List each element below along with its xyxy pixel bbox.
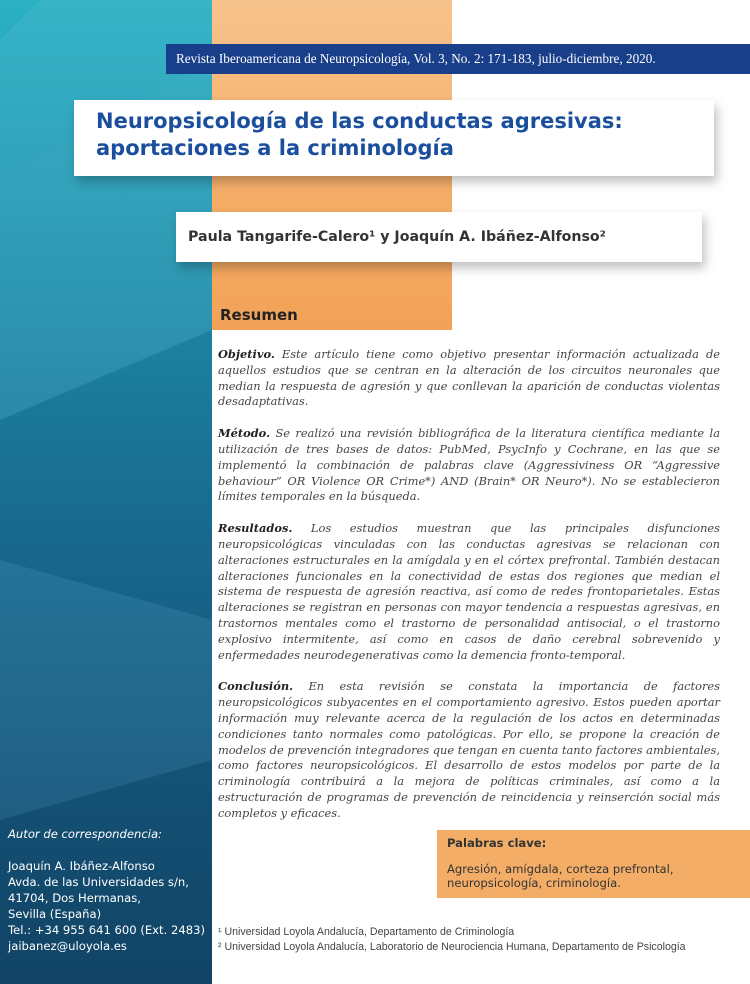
abstract: [218, 347, 720, 838]
contact-name: Joaquín A. Ibáñez-Alfonso: [8, 859, 155, 873]
contact-phone: Tel.: +34 955 641 600 (Ext. 2483): [8, 923, 205, 937]
corresponding-author: [8, 826, 208, 954]
journal-citation-bar: [166, 44, 750, 74]
contact-address-1: Avda. de las Universidades s/n,: [8, 875, 189, 889]
metodo-text: Se realizó una revisión bibliográfica de la literatura científica mediante la utilización de tres bases de datos: PubMed, PsycInfo y Cochrane, en las que se implementó la combinación de palabras clave (Aggressiviness OR “Aggressive behaviour” OR Violence OR Crime*) AND (Brain* OR Neuro*). No se establecieron límites temporales en la búsqueda.: [218, 426, 720, 504]
contact-address-3: Sevilla (España): [8, 907, 102, 921]
contact-address-2: 41704, Dos Hermanas,: [8, 891, 141, 905]
resumen-heading: Resumen: [220, 306, 298, 324]
title-line-1: Neuropsicología de las conductas agresivas:: [96, 109, 623, 133]
objetivo-text: Este artículo tiene como objetivo presentar información actualizada de aquellos estudios que se centran en la alteración de los circuitos neuronales que median la respuesta de agresión y que conllevan la aparición de conductas violentas desadaptativas.: [218, 347, 720, 409]
resultados-text: Los estudios muestran que las principales disfunciones neuropsicológicas vinculadas con las conductas agresivas se relacionan con alteraciones estructurales en la amígdala y en el córtex prefrontal. También destacan alteraciones funcionales en la conectividad de estas dos regiones que median el sistema de respuesta de agresión reactiva, así como de redes frontoparietales. Estas alteraciones se registran en personas con mayor tendencia a respuestas agresivas, en trastornos mentales como el trastorno de personalidad antisocial, o el trastorno explosivo intermitente, así como en casos de daño cerebral sobrevenido y enfermedades neurodegenerativas como la demencia fronto-temporal.: [218, 521, 720, 662]
resumen-heading-box: [212, 300, 452, 330]
authors-box: [176, 212, 702, 262]
article-title: [96, 108, 692, 162]
footnote-2: ² Universidad Loyola Andalucía, Laboratorio de Neurociencia Humana, Departamento de Psicología: [218, 941, 686, 953]
title-line-2: aportaciones a la criminología: [96, 136, 454, 160]
conclusion-text: En esta revisión se constata la importancia de factores neuropsicológicos subyacentes en el comportamiento agresivo. Estos pueden aportar información muy relevante acerca de la regulación de los actos en determinadas condiciones tanto normales como patológicas. Por ello, se propone la creación de modelos de prevención integradores que tengan en cuenta tanto factores ambientales, como factores neuropsicológicos. El desarrollo de estos modelos por parte de la criminología contribuirá a la mejora de políticas criminales, así como a la estructuración de programas de prevención de reincidencia y reinserción social más completos y eficaces.: [218, 679, 720, 820]
abstract-resultados: [218, 521, 720, 663]
keywords-heading: Palabras clave:: [447, 836, 547, 850]
footnote-1: ¹ Universidad Loyola Andalucía, Departamento de Criminología: [218, 926, 515, 938]
abstract-metodo: [218, 426, 720, 505]
resultados-label: Resultados.: [218, 521, 293, 536]
metodo-label: Método.: [218, 426, 271, 441]
abstract-objetivo: [218, 347, 720, 410]
keywords-text: Agresión, amígdala, corteza prefrontal, neuropsicología, criminología.: [447, 862, 674, 890]
footnotes: [218, 925, 738, 955]
authors: Paula Tangarife-Calero¹ y Joaquín A. Ibáñez-Alfonso²: [188, 229, 606, 245]
abstract-conclusion: [218, 679, 720, 821]
journal-citation: Revista Iberoamericana de Neuropsicología, Vol. 3, No. 2: 171-183, julio-diciembre, 2020.: [176, 51, 656, 66]
contact-heading: Autor de correspondencia:: [8, 827, 162, 841]
objetivo-label: Objetivo.: [218, 347, 275, 361]
keywords-box: [437, 830, 750, 898]
title-box: [74, 100, 714, 176]
contact-email[interactable]: jaibanez@uloyola.es: [8, 939, 127, 953]
conclusion-label: Conclusión.: [218, 679, 294, 694]
